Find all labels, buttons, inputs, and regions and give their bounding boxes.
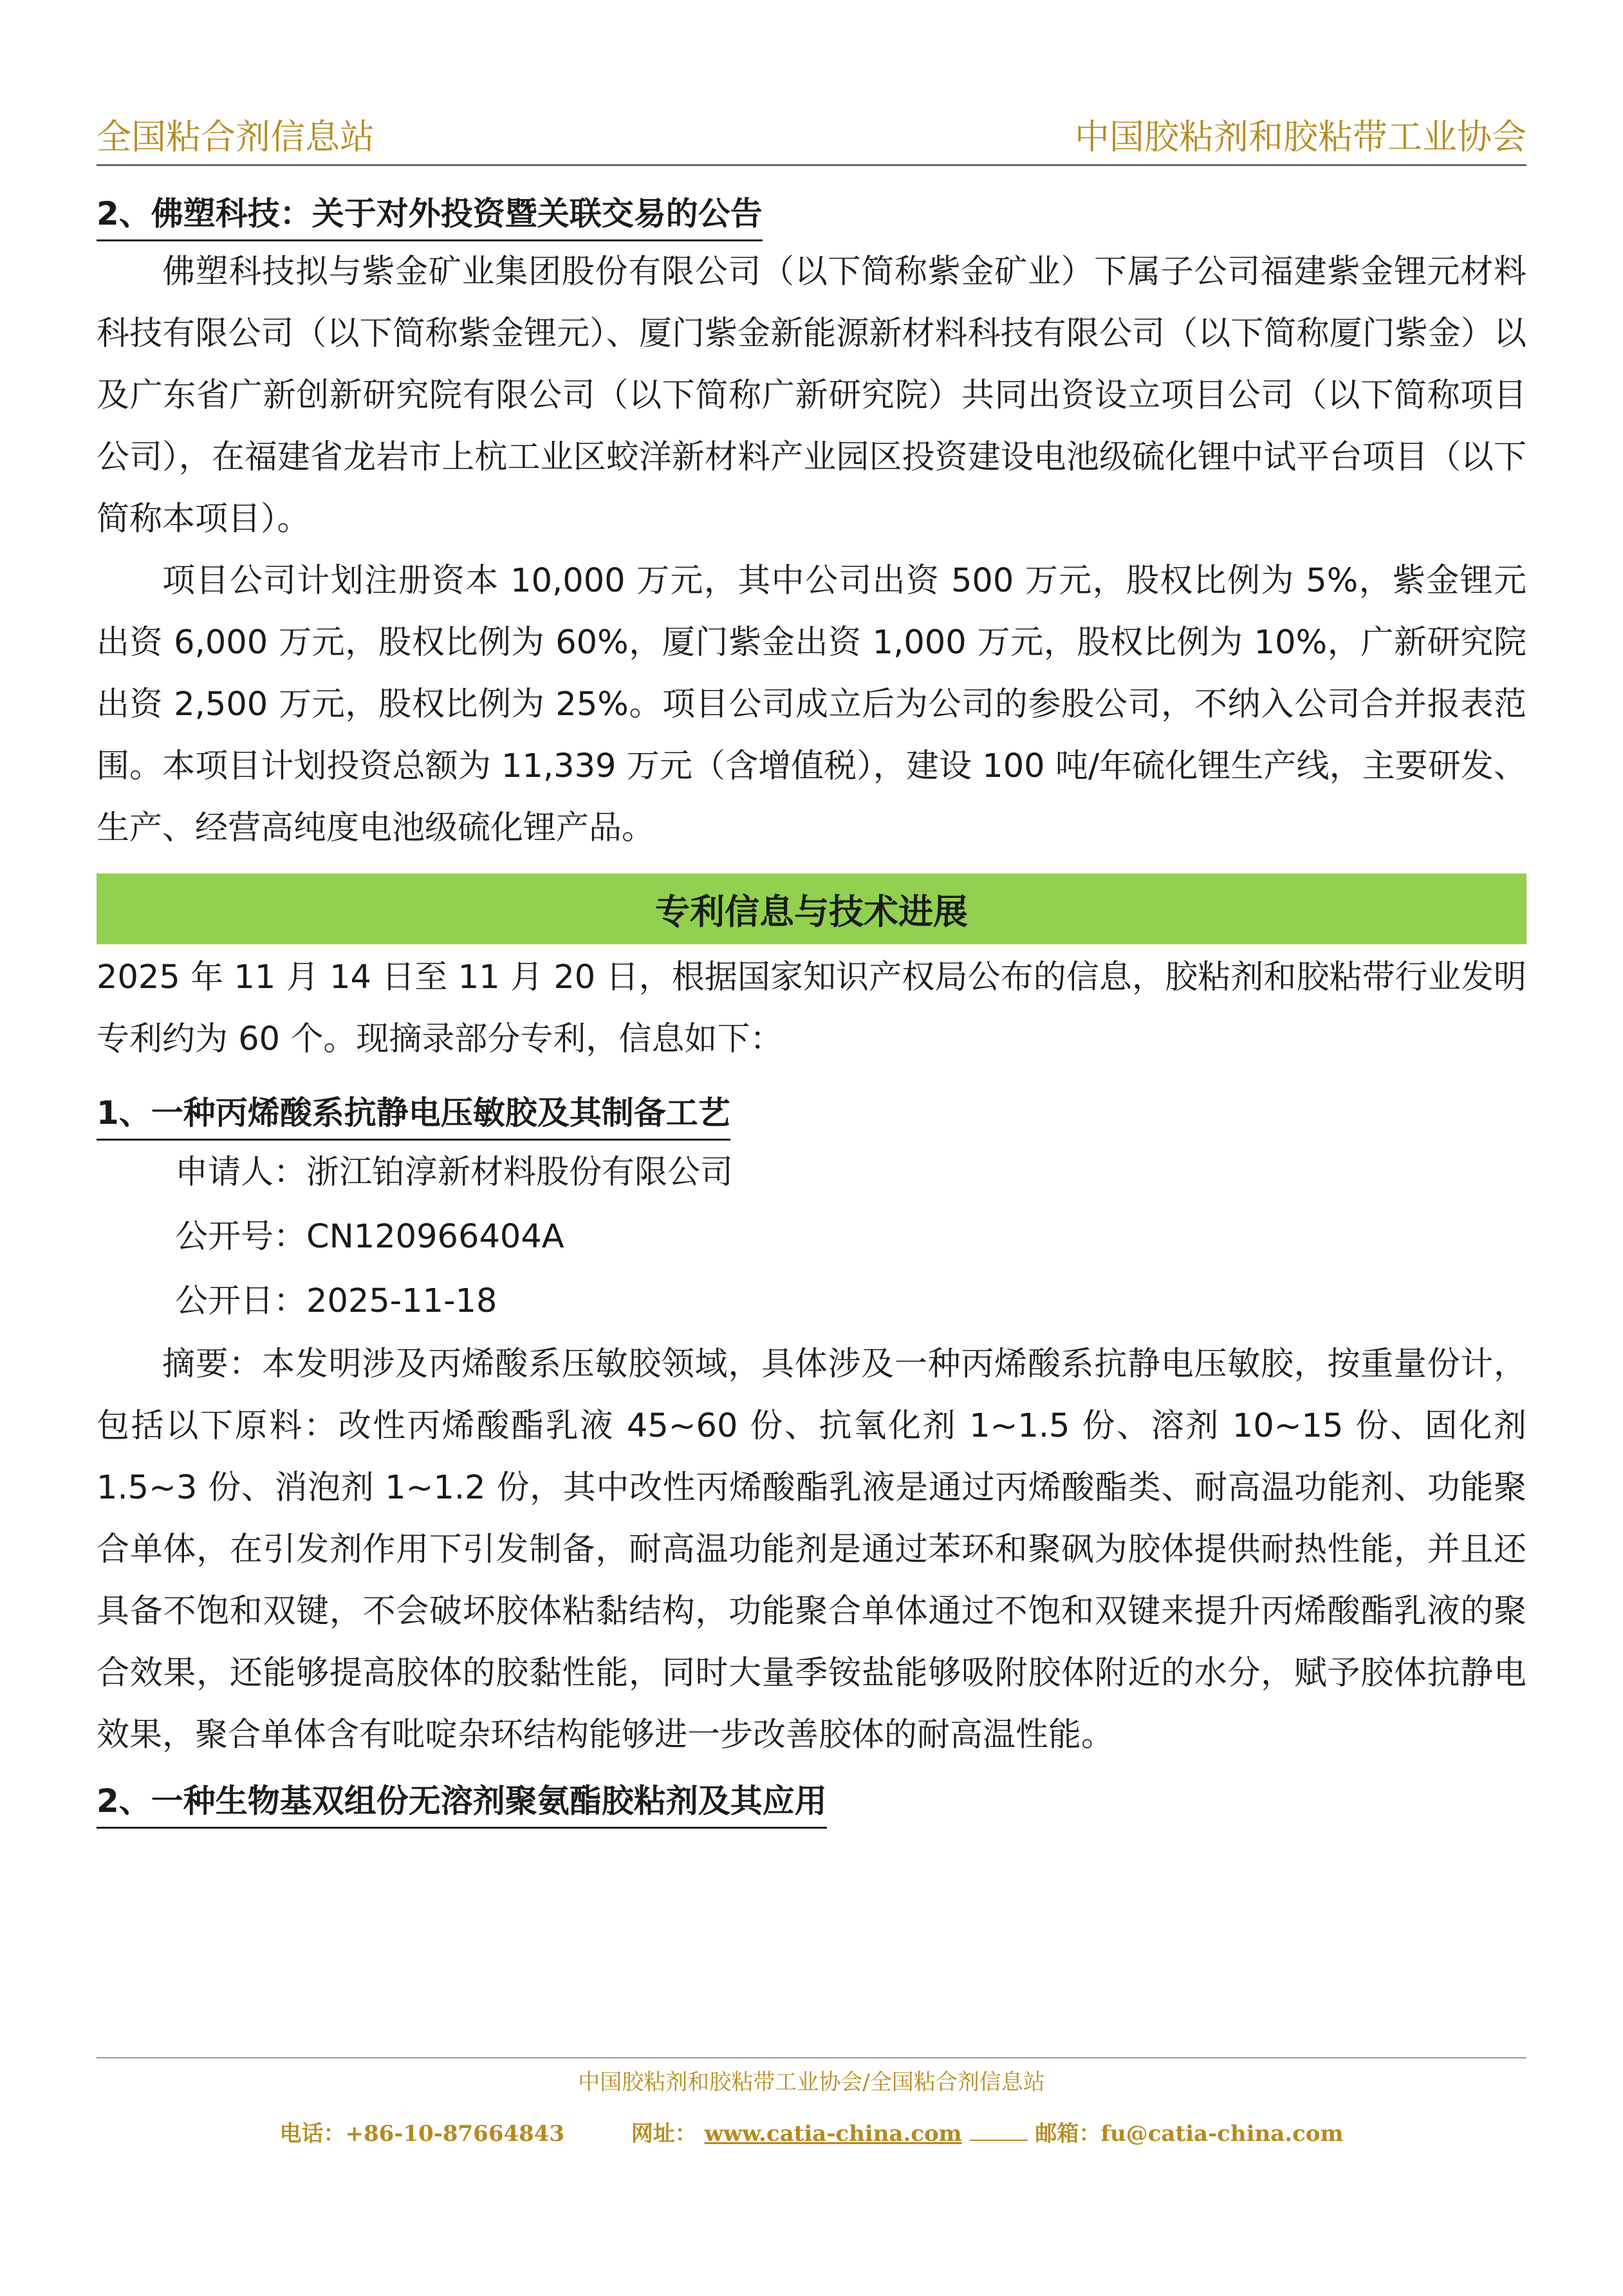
- patent-1-publication-date: 公开日：2025-11-18: [175, 1282, 497, 1320]
- header-left-title: 全国粘合剂信息站: [97, 117, 375, 157]
- footer-phone: 电话：+86-10-87664843: [279, 2121, 565, 2147]
- footer-organization: 中国胶粘剂和胶粘带工业协会/全国粘合剂信息站: [578, 2069, 1045, 2095]
- article-heading: 2、佛塑科技：关于对外投资暨关联交易的公告: [97, 188, 763, 241]
- article-paragraph-1: 佛塑科技拟与紫金矿业集团股份有限公司（以下简称紫金矿业）下属子公司福建紫金锂元材料科技有限公司（以下简称紫金锂元）、厦门紫金新能源新材料科技有限公司（以下简称厦门紫金）以及广东省广新创新研究院有限公司（以下简称广新研究院）共同出资设立项目公司（以下简称项目公司），在福建省龙岩市上杭工业区蛟洋新材料产业园区投资建设电池级硫化锂中试平台项目（以下简称本项目）。: [97, 253, 1526, 538]
- page-footer: [97, 2057, 1526, 2150]
- footer-website-label: 网址：: [631, 2121, 697, 2147]
- footer-email[interactable]: 邮箱：fu@catia-china.com: [1035, 2121, 1344, 2147]
- article-paragraph-2: 项目公司计划注册资本 10,000 万元，其中公司出资 500 万元，股权比例为 5%，紫金锂元出资 6,000 万元，股权比例为 60%，厦门紫金出资 1,000 万元，股权比例为 10%，广新研究院出资 2,500 万元，股权比例为 25%。项目公司成立后为公司的参股公司，不纳入公司合并报表范围。本项目计划投资总额为 11,339 万元（含增值税），建设 100 吨/年硫化锂生产线，主要研发、生产、经营高纯度电池级硫化锂产品。: [97, 562, 1526, 847]
- main-content: [97, 188, 1526, 1829]
- section-title-bar: [97, 873, 1526, 944]
- patent-1-applicant: 申请人：浙江铂淳新材料股份有限公司: [175, 1153, 734, 1191]
- header-right-title: 中国胶粘剂和胶粘带工业协会: [1075, 117, 1526, 157]
- page-header: [97, 116, 1526, 166]
- patent-2-heading: 2、一种生物基双组份无溶剂聚氨酯胶粘剂及其应用: [97, 1775, 827, 1829]
- footer-website-link[interactable]: www.catia-china.com: [704, 2121, 962, 2147]
- patent-1-abstract: 摘要：本发明涉及丙烯酸系压敏胶领域，具体涉及一种丙烯酸系抗静电压敏胶，按重量份计，包括以下原料：改性丙烯酸酯乳液 45~60 份、抗氧化剂 1~1.5 份、溶剂 10~15 份、固化剂 1.5~3 份、消泡剂 1~1.2 份，其中改性丙烯酸酯乳液是通过丙烯酸酯类、耐高温功能剂、功能聚合单体，在引发剂作用下引发制备，耐高温功能剂是通过苯环和聚砜为胶体提供耐热性能，并且还具备不饱和双键，不会破坏胶体粘黏结构，功能聚合单体通过不饱和双键来提升丙烯酸酯乳液的聚合效果，还能够提高胶体的胶黏性能，同时大量季铵盐能够吸附胶体附近的水分，赋予胶体抗静电效果，聚合单体含有吡啶杂环结构能够进一步改善胶体的耐高温性能。: [97, 1345, 1526, 1754]
- patent-1-publication-number: 公开号：CN120966404A: [175, 1218, 564, 1256]
- patent-1-heading: 1、一种丙烯酸系抗静电压敏胶及其制备工艺: [97, 1087, 730, 1141]
- footer-contact: [97, 2118, 1526, 2150]
- section-intro: 2025 年 11 月 14 日至 11 月 20 日，根据国家知识产权局公布的信息，胶粘剂和胶粘带行业发明专利约为 60 个。现摘录部分专利，信息如下：: [97, 958, 1526, 1058]
- section-title: 专利信息与技术进展: [655, 891, 968, 932]
